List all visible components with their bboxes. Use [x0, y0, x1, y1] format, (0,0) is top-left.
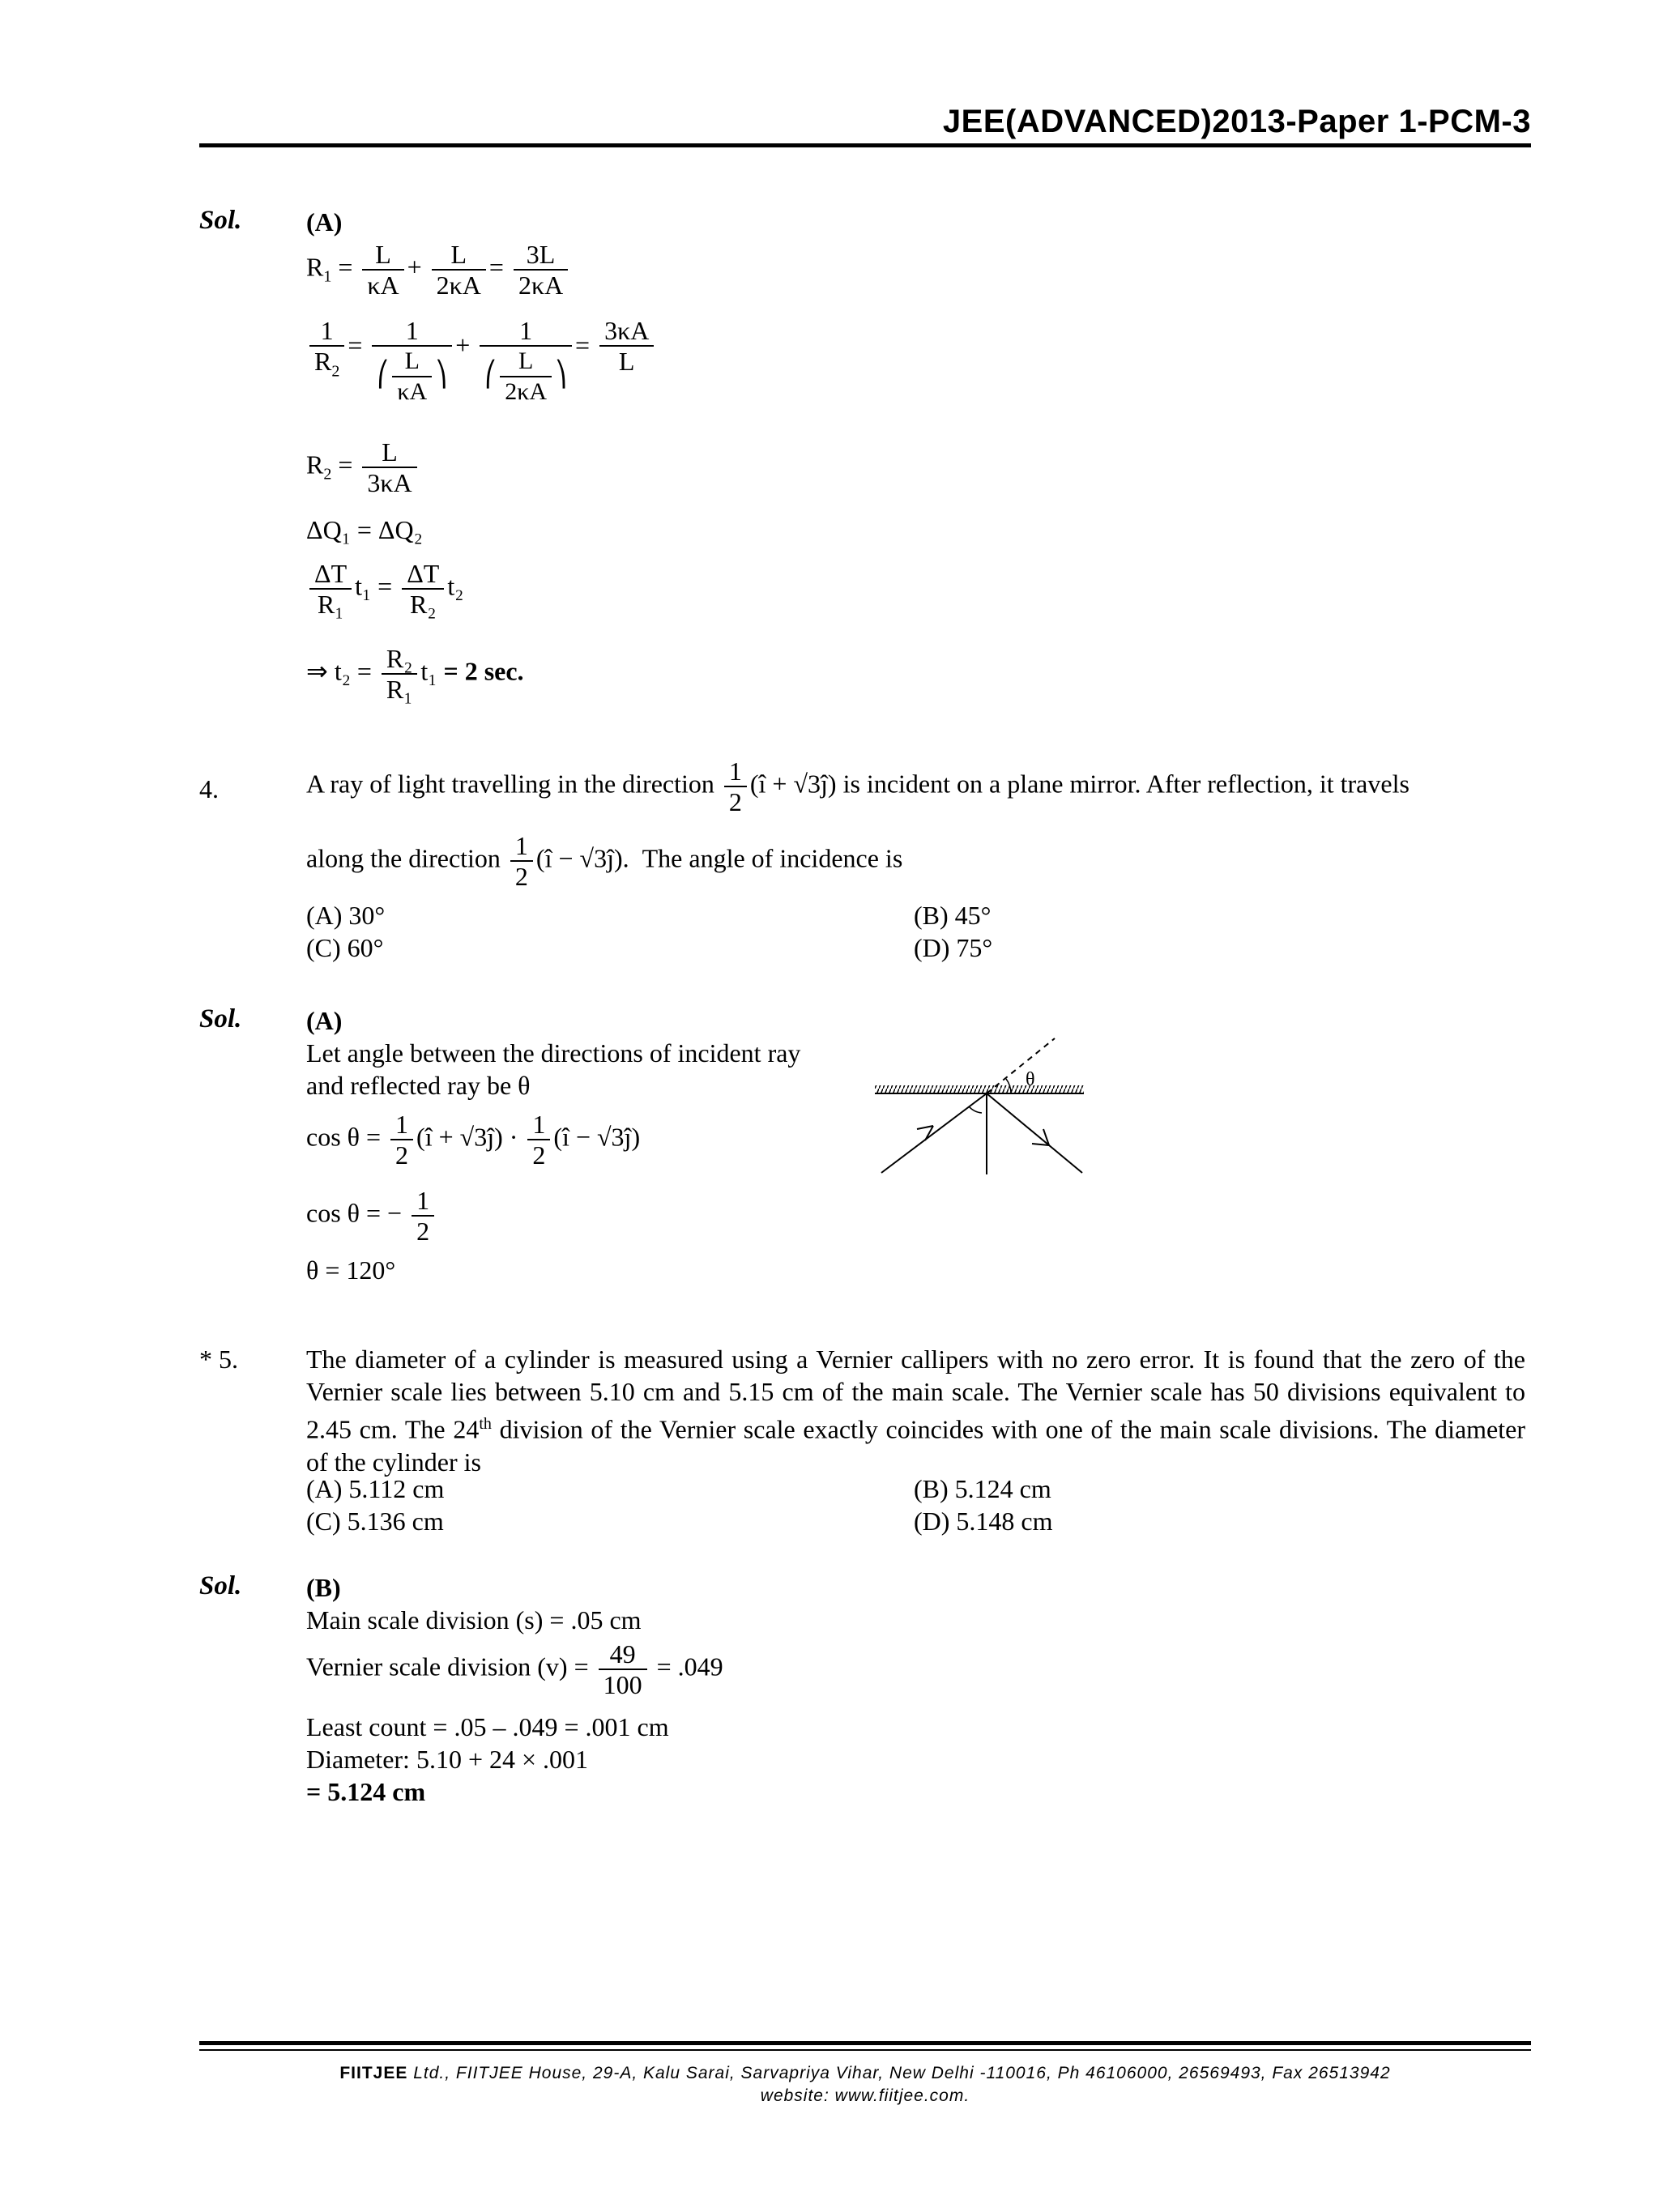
- eq-dt: $\frac{\Delta T}{\text{R₁}}$ t₁ = $\frac{\Delta T}{\text{R₂}}$ t₂: [306, 559, 463, 619]
- q4-text: is incident on a plane mirror. After reflection, it travels: [842, 769, 1410, 799]
- footer-website: website: www.fiitjee.com.: [760, 2086, 970, 2105]
- footer-address-text: Ltd., FIITJEE House, 29-A, Kalu Sarai, Sarvapriya Vihar, New Delhi -110016, Ph 46106000, 26569493, Fax 26513942: [407, 2064, 1391, 2082]
- frac-den: R₁: [317, 590, 344, 619]
- t1: t₁: [420, 656, 437, 686]
- eq-theta: θ = 120°: [306, 1255, 396, 1285]
- frac-num: L: [432, 240, 486, 271]
- page-header-title: JEE(ADVANCED)2013-Paper 1-PCM-3: [942, 104, 1531, 139]
- frac-den: 2: [728, 787, 742, 816]
- final-result: = 2 sec.: [443, 656, 524, 686]
- sol5-line1: Main scale division (s) = .05 cm: [306, 1605, 642, 1634]
- frac-num: 1: [309, 316, 344, 347]
- t1: t₁: [355, 571, 372, 601]
- vernier-value: = .049: [656, 1652, 723, 1681]
- cos-lhs: cos θ = −: [306, 1198, 403, 1228]
- cos-lhs: cos θ =: [306, 1122, 382, 1152]
- sol5-answer: (B): [306, 1573, 341, 1602]
- sol5-line3: Least count = .05 – .049 = .001 cm: [306, 1712, 669, 1741]
- frac-half: [510, 831, 533, 891]
- frac: [362, 240, 403, 300]
- frac-num: ΔT: [402, 559, 444, 590]
- frac-den: 2κA: [505, 378, 548, 405]
- eq-r1: $R_1$ = $\frac{L}{\kappa A}$ + $\frac{L}{2\kappa A}$ = $\frac{3L}{2\kappa A}$: [306, 240, 571, 300]
- q4-number: 4.: [199, 774, 219, 803]
- q5-option-c: (C) 5.136 cm: [306, 1507, 444, 1536]
- vernier-label: Vernier scale division (v) =: [306, 1652, 589, 1681]
- sol3-answer: (A): [306, 207, 343, 237]
- eq-dq: ΔQ₁ = ΔQ₂: [306, 515, 423, 544]
- q5-option-d: (D) 5.148 cm: [914, 1507, 1053, 1536]
- frac: [599, 316, 654, 376]
- q5-superscript: th: [479, 1415, 492, 1433]
- r-sub: 2: [331, 362, 340, 381]
- frac-num: 1: [527, 1110, 550, 1140]
- frac: [480, 316, 572, 407]
- frac-num: ΔT: [309, 559, 352, 590]
- sol3-label: Sol.: [199, 206, 242, 235]
- inner-frac: [392, 347, 432, 407]
- q4-vector-reflected: (î − √3ĵ).: [535, 843, 629, 873]
- r1-sub: 1: [323, 267, 332, 286]
- frac-num: 3κA: [599, 316, 654, 347]
- q4-option-a: (A) 30°: [306, 901, 386, 930]
- frac-num: 1: [480, 316, 572, 347]
- q4-text: The angle of incidence is: [642, 843, 903, 873]
- frac-den: 2κA: [518, 271, 564, 300]
- frac-half: [412, 1186, 434, 1246]
- frac-den: ⎛ $\frac{L}{\kappa A}$ ⎞: [377, 347, 448, 405]
- frac-den: 2: [514, 862, 528, 891]
- frac-half: [527, 1110, 550, 1170]
- frac: [372, 316, 452, 407]
- frac-den: [309, 347, 344, 386]
- frac: [309, 316, 344, 386]
- q4-option-c: (C) 60°: [306, 933, 384, 962]
- eq-cos1: [306, 1110, 640, 1170]
- footer-brand: FIITJEE: [339, 2064, 408, 2082]
- frac-num: 1: [724, 757, 747, 787]
- header-rule: [199, 143, 1531, 147]
- sol5-line2: [306, 1639, 723, 1699]
- r2-sub: 2: [323, 465, 332, 484]
- frac-num: L: [392, 347, 432, 377]
- inner-frac: [500, 347, 552, 407]
- q5-text-part1: The diameter of a cylinder is measured using a Vernier callipers with no zero error. It is found that the zero of the Vernier scale lies between 5.10 cm and 5.15 cm of the main scale. The Vernier scale has 50 divisions equivalent to 2.45 cm. The 24: [306, 1345, 1525, 1444]
- reflected-ray: [987, 1093, 1082, 1173]
- q5-option-b: (B) 5.124 cm: [914, 1474, 1051, 1503]
- r-symbol: R: [314, 347, 332, 376]
- q4-line2: [306, 831, 902, 891]
- vector-1: (î + √3ĵ) ·: [416, 1122, 518, 1152]
- q5-text-part2: division of the Vernier scale exactly coincides with one of the main scale divisions. The diameter of the cylinder is: [306, 1414, 1526, 1477]
- q4-vector-incident: (î + √3ĵ): [749, 769, 837, 799]
- frac: [432, 240, 486, 300]
- t2: t₂: [447, 571, 464, 601]
- footer-rule-thin: [199, 2049, 1531, 2051]
- frac-den: 2: [395, 1140, 409, 1170]
- frac-num: 1: [412, 1186, 434, 1217]
- diagram-theta-label: θ: [1026, 1069, 1035, 1090]
- q5-option-a: (A) 5.112 cm: [306, 1474, 445, 1503]
- q4-option-d: (D) 75°: [914, 933, 993, 962]
- sol5-line4: Diameter: 5.10 + 24 × .001: [306, 1745, 589, 1774]
- frac-num: 49: [599, 1639, 647, 1670]
- q4-text: along the direction: [306, 843, 501, 873]
- mirror-reflection-diagram: [867, 1021, 1102, 1183]
- frac: [382, 644, 418, 704]
- sol4-text1: Let angle between the directions of incident ray: [306, 1038, 801, 1068]
- q5-number: * 5.: [199, 1345, 238, 1374]
- frac: [599, 1639, 647, 1699]
- r1-symbol: R: [306, 252, 324, 282]
- eq-inverse-r2: $\frac{1}{R_2}$ = 1 ⎛ $\frac{L}{\kappa A}$ ⎞ + 1 ⎛ $\frac{L}{2\kappa A}$ ⎞ = $\frac{3\kappa A}{L}$: [306, 316, 657, 407]
- frac-half: [724, 757, 747, 816]
- frac-den: L: [618, 347, 635, 376]
- frac-num: 1: [510, 831, 533, 862]
- frac-den: 3κA: [367, 468, 412, 497]
- sol4-label: Sol.: [199, 1004, 242, 1034]
- q4-option-b: (B) 45°: [914, 901, 992, 930]
- frac-den: κA: [397, 378, 428, 405]
- q4-text: A ray of light travelling in the direction: [306, 769, 714, 799]
- footer-address: [199, 2064, 1531, 2083]
- frac-den: R₂: [410, 590, 437, 619]
- frac-num: 1: [390, 1110, 413, 1140]
- frac-den: κA: [367, 271, 399, 300]
- eq-final: [306, 644, 524, 704]
- vector-2: (î − √3ĵ): [553, 1122, 641, 1152]
- mirror-hatching: [875, 1085, 1084, 1093]
- frac-den: 2: [416, 1217, 430, 1246]
- frac-num: L: [362, 437, 416, 468]
- eq-cos2: [306, 1186, 437, 1246]
- frac-den: R₁: [386, 675, 413, 704]
- sol4-answer: (A): [306, 1006, 343, 1035]
- footer-rule-thick: [199, 2041, 1531, 2045]
- frac-half: [390, 1110, 413, 1170]
- sol4-text2: and reflected ray be θ: [306, 1071, 531, 1100]
- sol5-label: Sol.: [199, 1571, 242, 1600]
- frac-den: 2κA: [436, 271, 481, 300]
- incident-extension-dashed: [987, 1038, 1055, 1093]
- q5-question-text: [306, 1343, 1525, 1478]
- frac-den: ⎛ $\frac{L}{2\kappa A}$ ⎞: [484, 347, 568, 405]
- incident-ray: [881, 1093, 987, 1173]
- sol5-line5: = 5.124 cm: [306, 1777, 426, 1806]
- frac-num: 1: [372, 316, 452, 347]
- frac-num: R₂: [382, 644, 418, 675]
- incidence-arc: [969, 1106, 982, 1113]
- frac-num: L: [362, 240, 403, 271]
- frac: [362, 437, 416, 497]
- frac-den: 2: [532, 1140, 546, 1170]
- eq-r2: $R_2$ = $\frac{L}{3\kappa A}$: [306, 437, 420, 497]
- frac-num: L: [500, 347, 552, 377]
- incident-arrow-icon: [917, 1126, 933, 1140]
- frac: [514, 240, 568, 300]
- frac-den: 100: [603, 1670, 642, 1699]
- frac: [402, 559, 444, 619]
- frac-num: 3L: [514, 240, 568, 271]
- frac: [309, 559, 352, 619]
- r2-symbol: R: [306, 450, 324, 479]
- q4-line1: [306, 757, 1410, 816]
- final-lhs: ⇒ t₂ =: [306, 656, 372, 686]
